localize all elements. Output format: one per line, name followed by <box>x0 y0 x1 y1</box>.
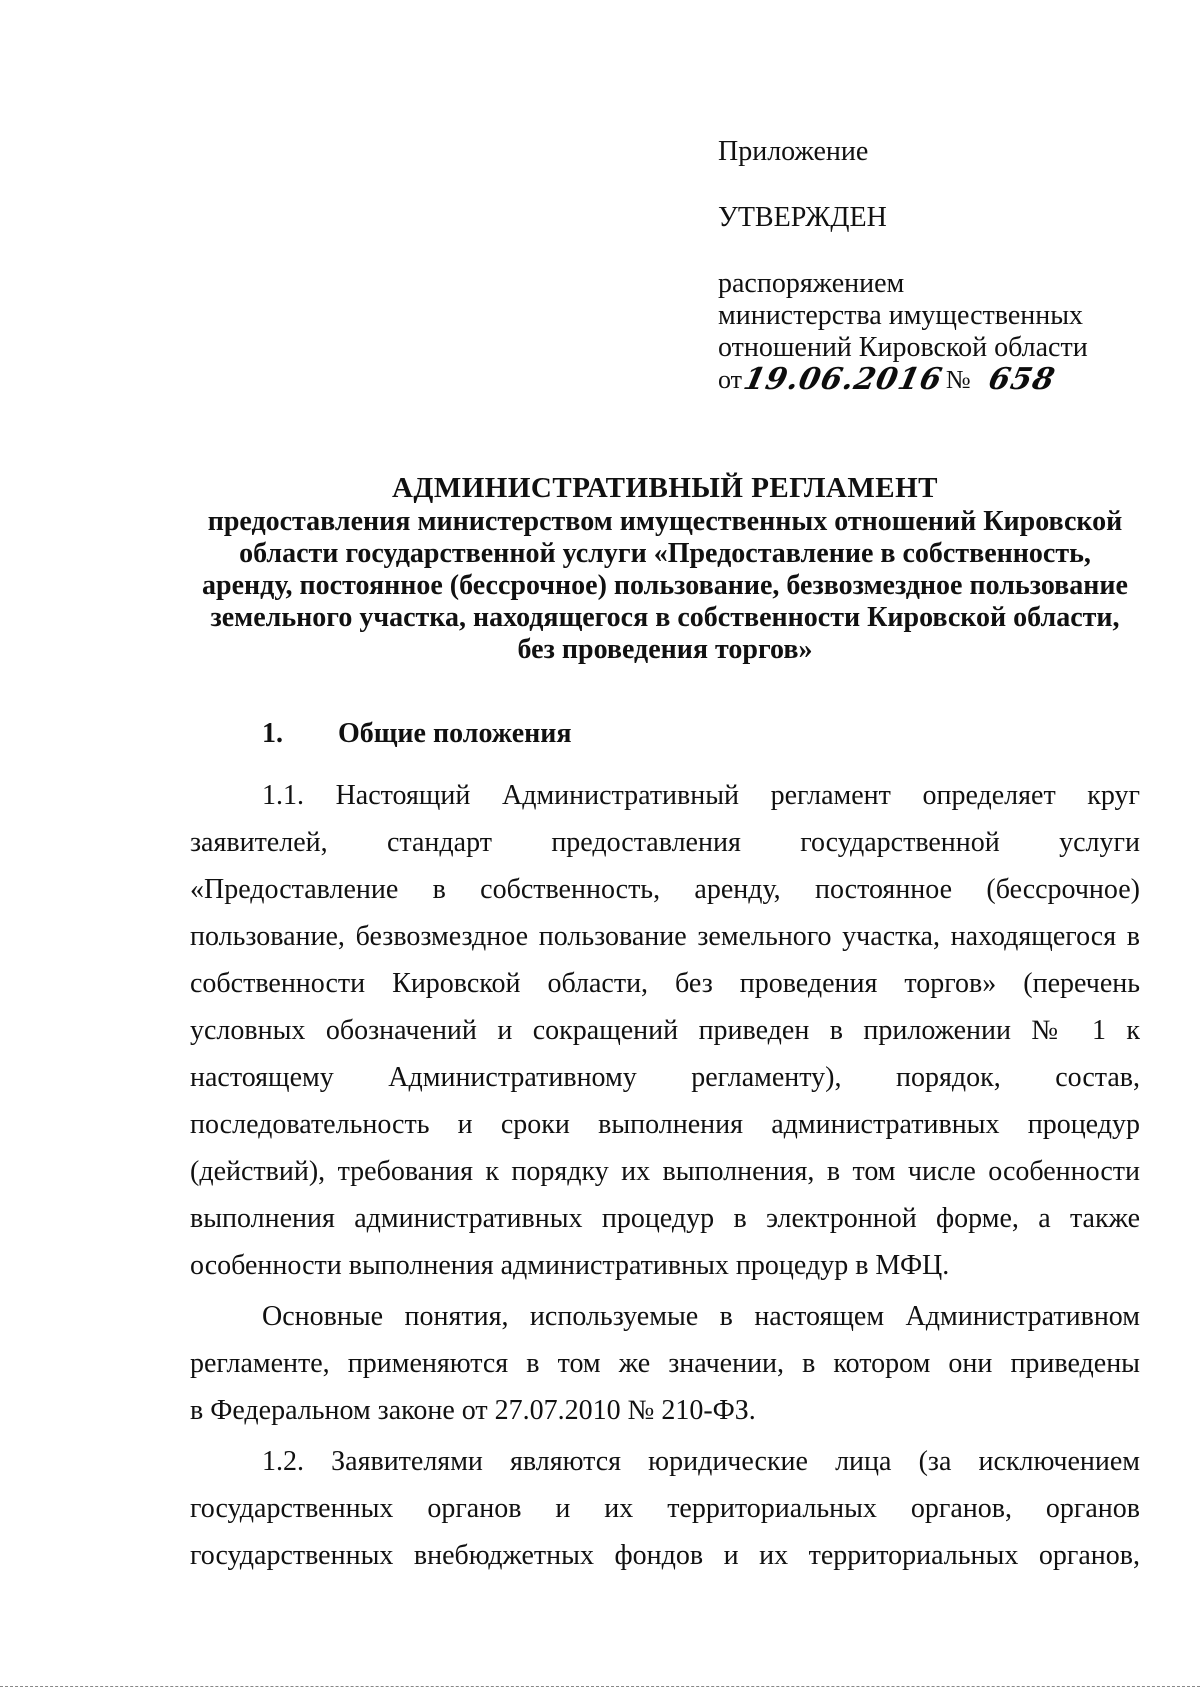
text-line: условных обозначений и сокращений приведен в приложении № 1 к <box>190 1015 1140 1046</box>
approval-block <box>718 136 1138 396</box>
order-date-number-row <box>718 364 1138 396</box>
text-line: «Предоставление в собственность, аренду, постоянное (бессрочное) <box>190 874 1140 905</box>
handwritten-date: 19.06.2016 <box>740 362 946 397</box>
title-line: аренду, постоянное (бессрочное) пользование, безвозмездное пользование <box>202 570 1128 601</box>
text-line: заявителей, стандарт предоставления государственной услуги <box>190 827 1140 858</box>
approval-line-1: распоряжением <box>718 268 905 299</box>
approval-line-2: министерства имущественных <box>718 300 1084 331</box>
title-line: предоставления министерством имущественных отношений Кировской <box>207 506 1123 537</box>
text-line: Основные понятия, используемые в настоящем Административном <box>262 1301 1140 1332</box>
section-number: 1. <box>262 718 283 749</box>
title-line: без проведения торгов» <box>517 634 813 665</box>
text-line: государственных органов и их территориальных органов, органов <box>190 1493 1140 1524</box>
handwritten-number: 658 <box>985 362 1059 397</box>
text-line: настоящему Административному регламенту), порядок, состав, <box>190 1062 1140 1093</box>
text-line: государственных внебюджетных фондов и их территориальных органов, <box>190 1540 1140 1571</box>
text-line: регламенте, применяются в том же значении, в котором они приведены <box>190 1348 1140 1379</box>
text-line: собственности Кировской области, без проведения торгов» (перечень <box>190 968 1140 999</box>
from-label: от <box>718 365 743 394</box>
text-line: 1.1. Настоящий Административный регламент определяет круг <box>262 780 1140 811</box>
text-line: пользование, безвозмездное пользование земельного участка, находящегося в <box>190 921 1140 952</box>
title-line: земельного участка, находящегося в собственности Кировской области, <box>210 602 1120 633</box>
scan-bottom-edge <box>0 1686 1200 1688</box>
section-heading <box>262 718 572 750</box>
annex-label: Приложение <box>718 136 869 167</box>
text-line: в Федеральном законе от 27.07.2010 № 210-ФЗ. <box>190 1395 756 1426</box>
approval-line-3: отношений Кировской области <box>718 332 1088 363</box>
text-line: последовательность и сроки выполнения административных процедур <box>190 1109 1140 1140</box>
document-title <box>190 472 1140 666</box>
title-line: области государственной услуги «Предоставление в собственность, <box>239 538 1091 569</box>
text-line: особенности выполнения административных процедур в МФЦ. <box>190 1250 950 1281</box>
title-main: АДМИНИСТРАТИВНЫЙ РЕГЛАМЕНТ <box>391 472 938 504</box>
section-title: Общие положения <box>338 718 572 749</box>
approved-label: УТВЕРЖДЕН <box>718 202 887 233</box>
text-line: 1.2. Заявителями являются юридические лица (за исключением <box>262 1446 1140 1477</box>
text-line: (действий), требования к порядку их выполнения, в том числе особенности <box>190 1156 1140 1187</box>
number-label: № <box>945 365 971 394</box>
text-line: выполнения административных процедур в электронной форме, а также <box>190 1203 1140 1234</box>
